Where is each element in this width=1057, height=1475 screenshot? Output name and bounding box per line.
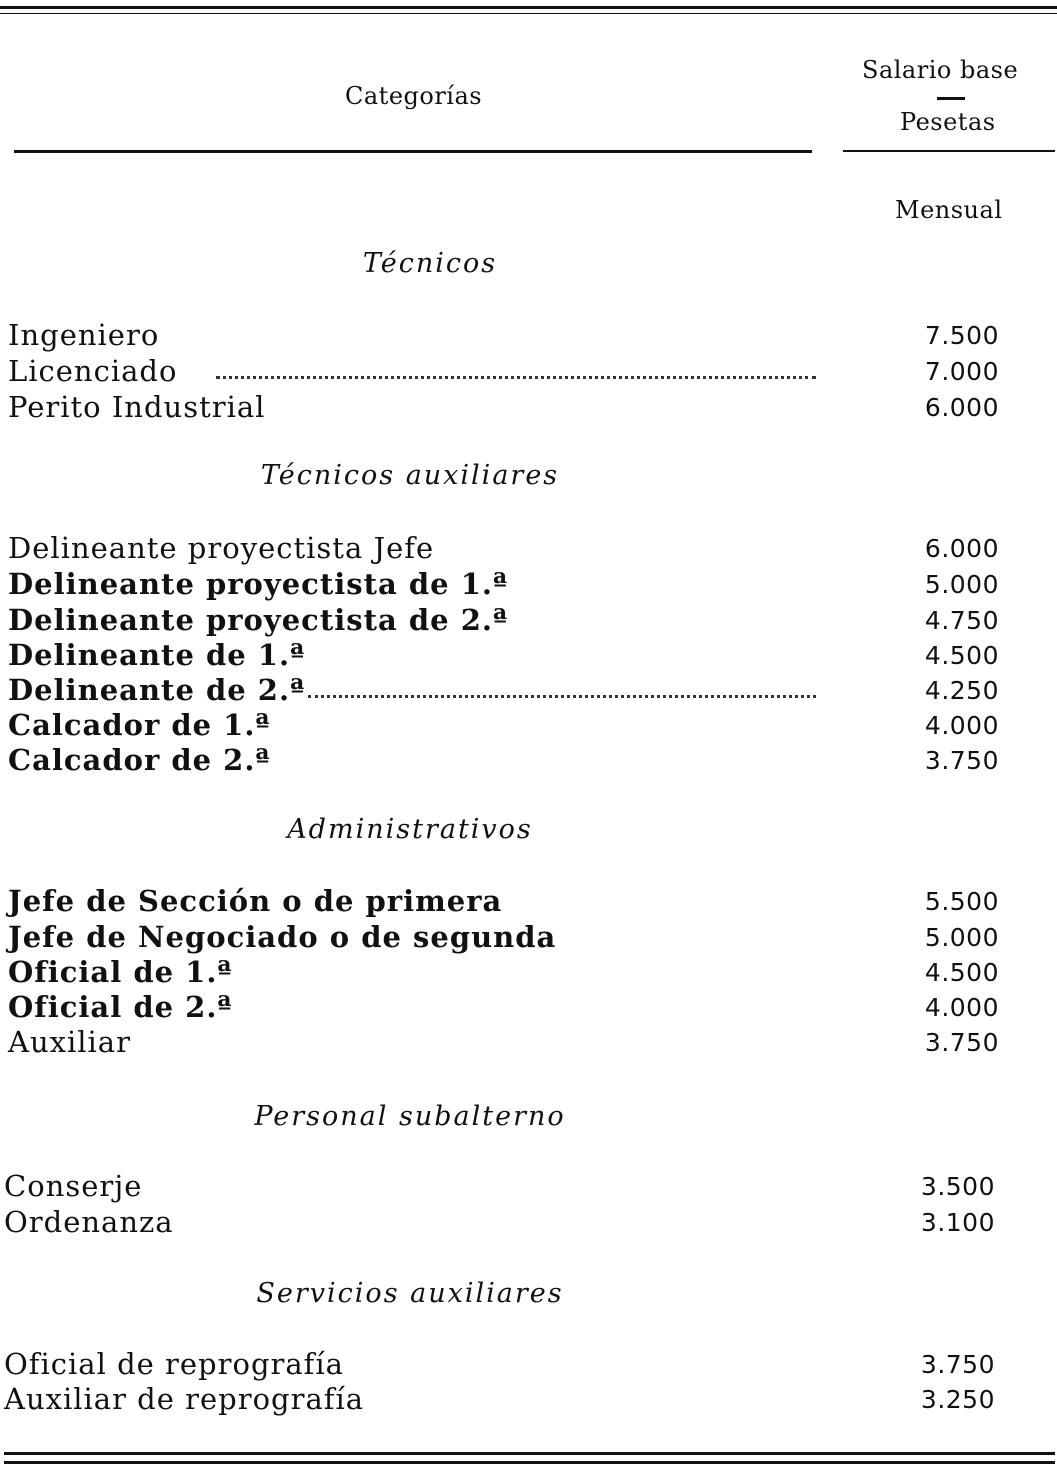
table-row xyxy=(8,603,1053,639)
row-value: 3.250 xyxy=(920,1385,995,1414)
table-row xyxy=(4,1169,1049,1205)
row-value: 5.000 xyxy=(924,570,999,599)
row-label: Jefe de Sección o de primera xyxy=(8,884,503,918)
table-row xyxy=(8,884,1053,920)
row-label: Delineante proyectista de 1.ª xyxy=(8,567,509,601)
table-row xyxy=(8,743,1053,779)
table-row xyxy=(8,955,1053,991)
row-label: Ordenanza xyxy=(4,1205,174,1239)
table-row xyxy=(8,318,1053,354)
section-title-personal-subalterno: Personal subalterno xyxy=(254,1101,566,1132)
row-label: Calcador de 1.ª xyxy=(8,708,271,742)
row-label: Jefe de Negociado o de segunda xyxy=(8,920,557,954)
row-value: 7.500 xyxy=(924,321,999,350)
table-row xyxy=(8,390,1053,426)
table-row xyxy=(8,1025,1053,1061)
bottom-rule xyxy=(4,1452,1055,1455)
section-title-tecnicos-auxiliares: Técnicos auxiliares xyxy=(260,460,560,491)
row-value: 4.000 xyxy=(924,993,999,1022)
row-label: Oficial de 1.ª xyxy=(8,955,233,989)
row-value: 3.100 xyxy=(920,1208,995,1237)
table-row xyxy=(4,1382,1049,1418)
row-label: Perito Industrial xyxy=(8,390,266,424)
row-label: Auxiliar xyxy=(8,1025,131,1059)
table-row xyxy=(8,990,1053,1026)
table-row xyxy=(8,531,1053,567)
row-label: Delineante de 2.ª xyxy=(8,673,306,707)
table-row xyxy=(8,567,1053,603)
row-label: Licenciado xyxy=(8,354,178,388)
top-rule xyxy=(0,6,1057,9)
row-value: 3.500 xyxy=(920,1172,995,1201)
table-row xyxy=(4,1205,1049,1241)
row-value: 4.250 xyxy=(924,676,999,705)
row-label: Delineante proyectista de 2.ª xyxy=(8,603,509,637)
table-row xyxy=(8,673,1053,709)
row-value: 4.750 xyxy=(924,606,999,635)
table-row xyxy=(8,638,1053,674)
row-value: 5.500 xyxy=(924,887,999,916)
header-dash xyxy=(937,97,965,100)
section-title-administrativos: Administrativos xyxy=(287,814,533,845)
row-label: Ingeniero xyxy=(8,318,160,352)
row-label: Oficial de reprografía xyxy=(4,1347,344,1381)
row-label: Auxiliar de reprografía xyxy=(4,1382,365,1416)
row-value: 5.000 xyxy=(924,923,999,952)
table-row xyxy=(8,354,1053,390)
header-categories: Categorías xyxy=(345,82,483,110)
row-label: Oficial de 2.ª xyxy=(8,990,233,1024)
top-rule-thin xyxy=(0,13,1057,14)
table-row xyxy=(4,1347,1049,1383)
row-value: 7.000 xyxy=(924,357,999,386)
row-label: Delineante proyectista Jefe xyxy=(8,531,435,565)
row-value: 6.000 xyxy=(924,393,999,422)
section-title-servicios-auxiliares: Servicios auxiliares xyxy=(256,1278,564,1309)
dot-leader xyxy=(308,695,816,698)
table-row xyxy=(8,920,1053,956)
row-value: 4.500 xyxy=(924,641,999,670)
header-salary: Salario base xyxy=(862,56,1019,84)
row-label: Calcador de 2.ª xyxy=(8,743,271,777)
bottom-rule-2 xyxy=(4,1461,1055,1464)
row-value: 6.000 xyxy=(924,534,999,563)
period-label: Mensual xyxy=(895,196,1003,224)
dot-leader xyxy=(216,376,816,379)
row-value: 3.750 xyxy=(924,746,999,775)
row-value: 3.750 xyxy=(920,1350,995,1379)
section-title-tecnicos: Técnicos xyxy=(362,248,498,279)
header-rule-left xyxy=(14,150,812,153)
row-label: Conserje xyxy=(4,1169,143,1203)
row-value: 3.750 xyxy=(924,1028,999,1057)
header-rule-right xyxy=(843,150,1055,152)
row-label: Delineante de 1.ª xyxy=(8,638,306,672)
row-value: 4.000 xyxy=(924,711,999,740)
table-row xyxy=(8,708,1053,744)
row-value: 4.500 xyxy=(924,958,999,987)
header-currency: Pesetas xyxy=(900,108,996,136)
